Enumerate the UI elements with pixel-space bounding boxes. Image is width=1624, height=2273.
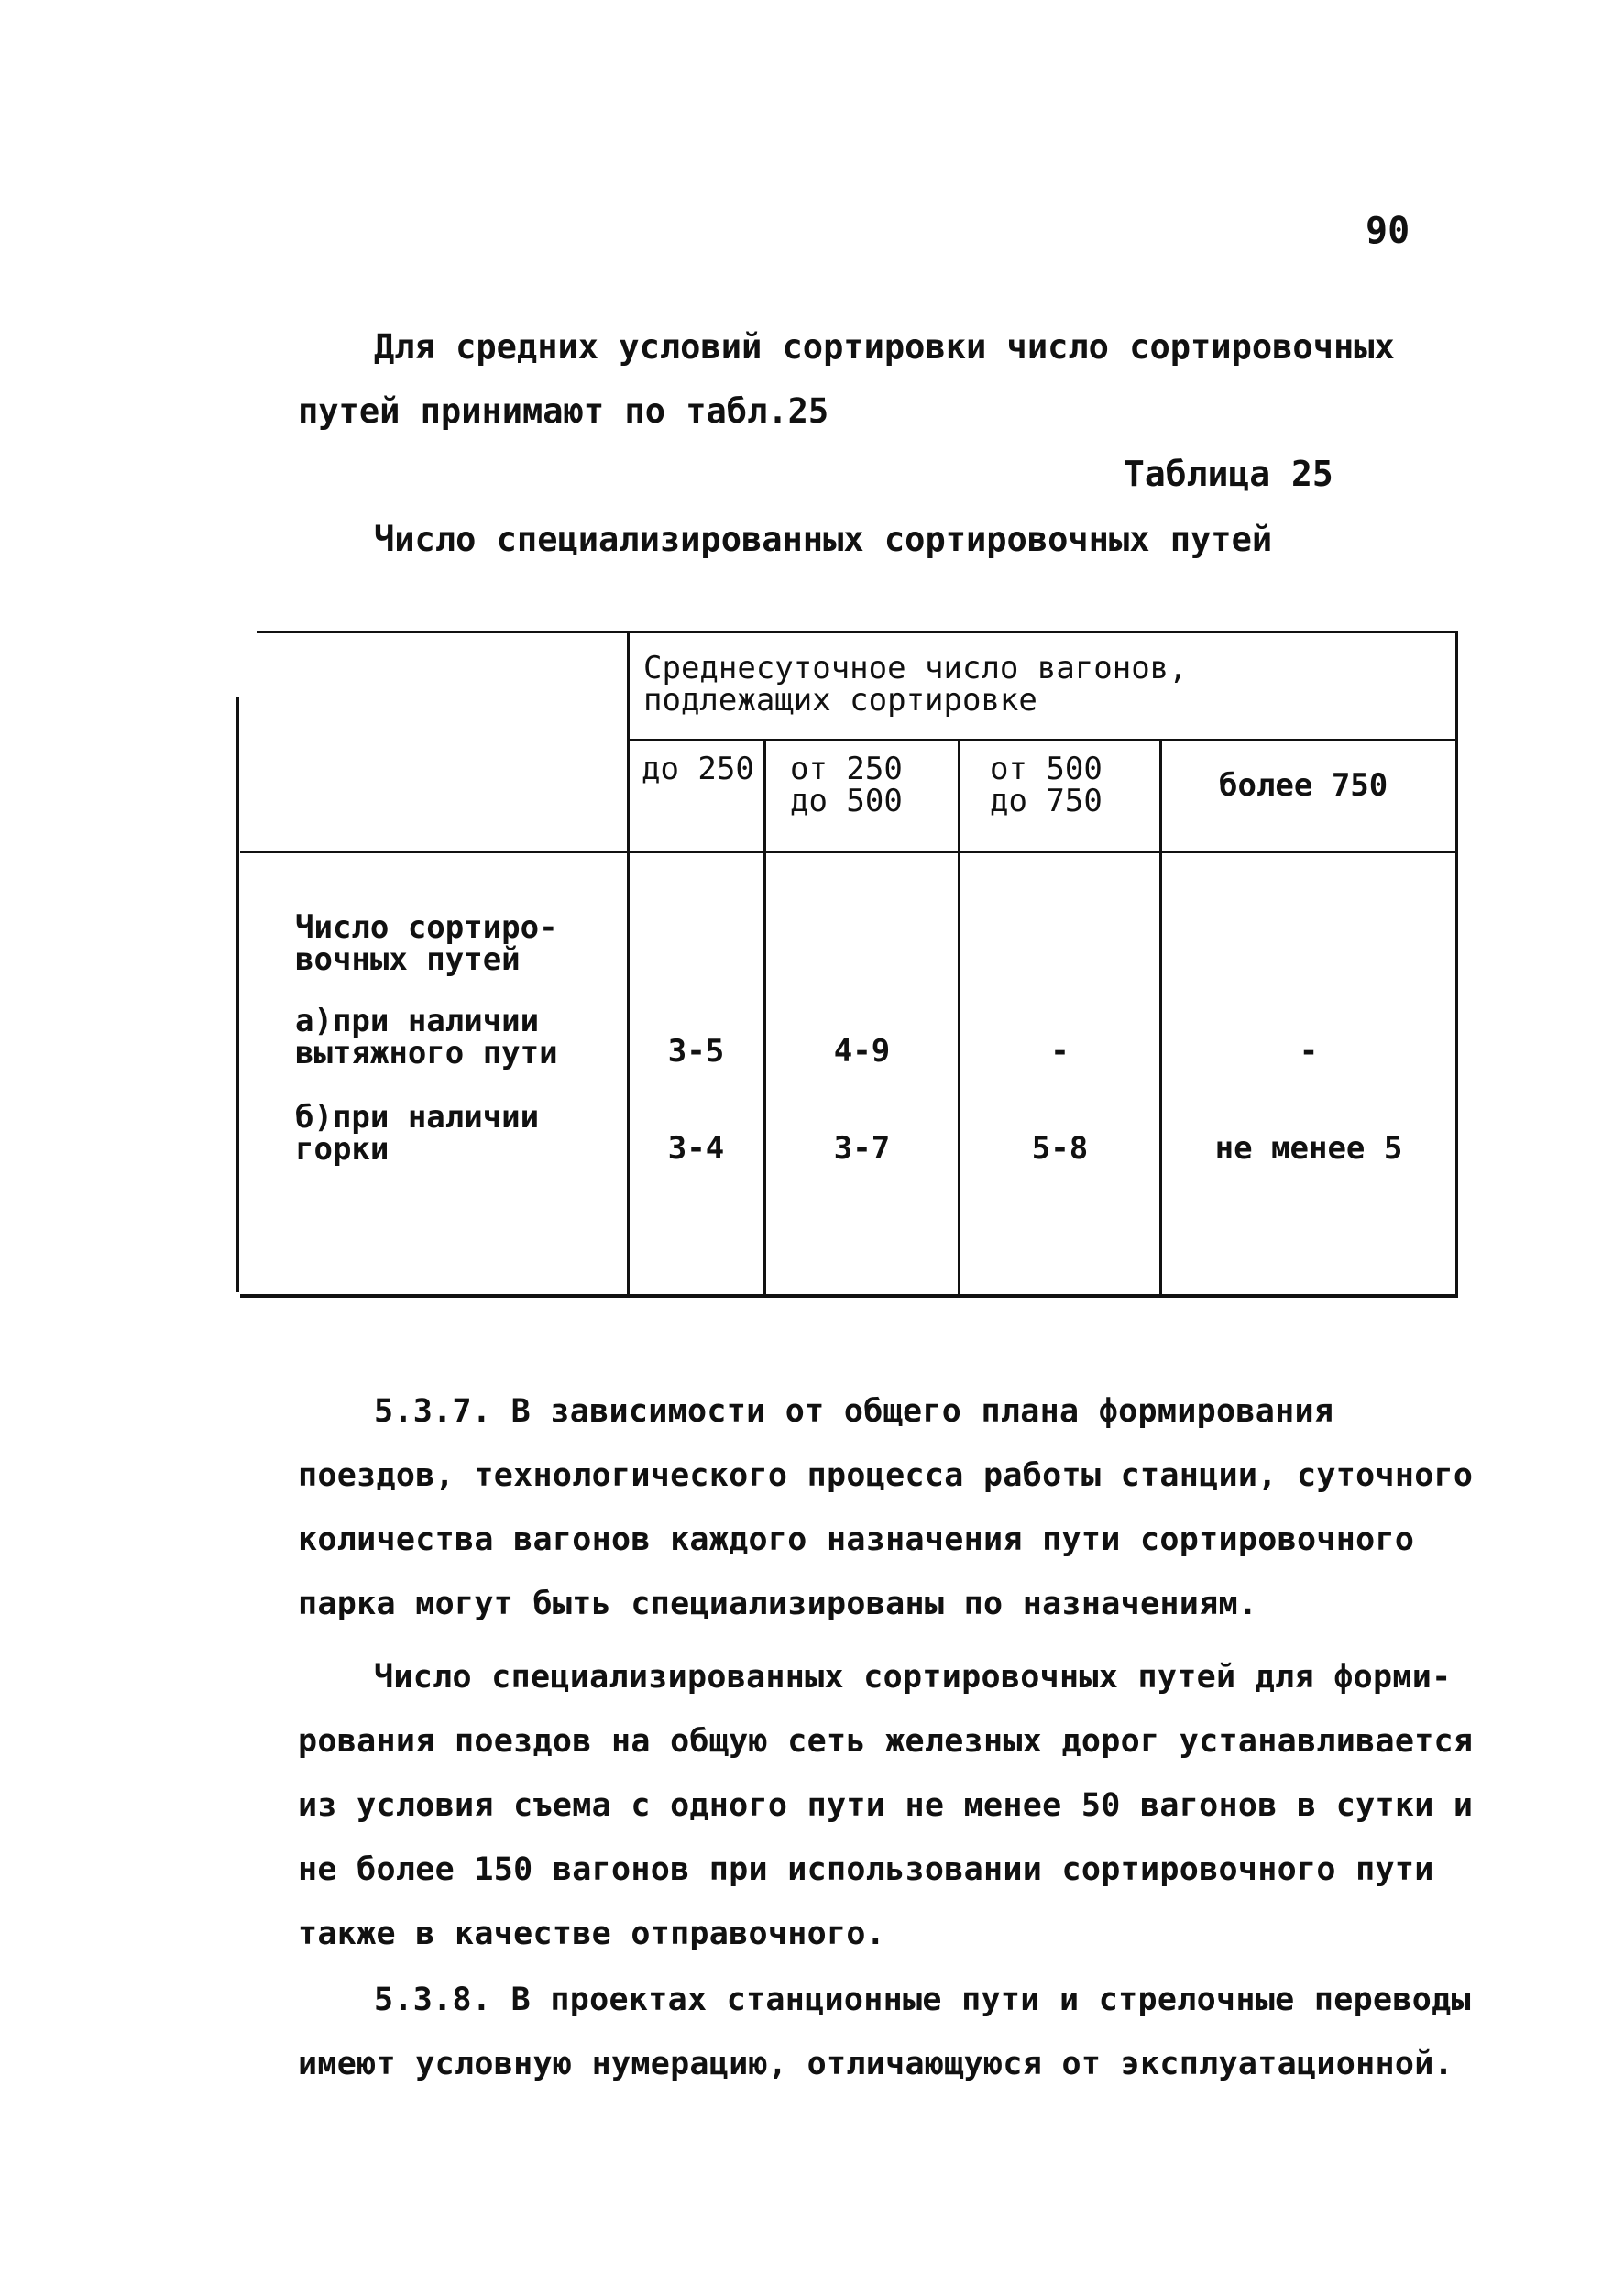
row-label-line: б)при наличии	[295, 1099, 540, 1136]
column-header-2	[790, 753, 903, 817]
col-divider	[1159, 739, 1162, 1296]
paragraph-line: из условия съема с одного пути не менее 50 вагонов в сутки и	[298, 1787, 1474, 1824]
table-cell: -	[1050, 1033, 1070, 1070]
group-header	[643, 650, 1188, 719]
page-number: 90	[1366, 210, 1410, 252]
table-top-rule	[257, 631, 1457, 633]
paragraph-line: имеют условную нумерацию, отличающуюся от эксплуатационной.	[298, 2046, 1454, 2082]
paragraph-line: 5.3.8. В проектах станционные пути и стрелочные переводы	[374, 1982, 1471, 2018]
column-header-line: до 500	[790, 782, 903, 819]
table-cell: 4-9	[833, 1033, 891, 1070]
table-cell: 5-8	[1031, 1130, 1089, 1167]
table-label: Таблица 25	[1124, 454, 1333, 494]
paragraph-line: парка могут быть специализированы по назначениям.	[298, 1586, 1258, 1622]
table-bottom-rule	[240, 1294, 1458, 1298]
column-header-4	[1219, 767, 1388, 804]
table-cell: 3-4	[667, 1130, 725, 1167]
paragraph-line: поездов, технологического процесса работы станции, суточного	[298, 1457, 1474, 1494]
table-cell: -	[1299, 1033, 1319, 1070]
paragraph-line: не более 150 вагонов при использовании сортировочного пути	[298, 1851, 1434, 1888]
column-header-line: от 500	[990, 751, 1103, 787]
paragraph-line: Число специализированных сортировочных путей для форми-	[374, 1659, 1452, 1696]
col-divider	[763, 739, 766, 1296]
column-header-line: от 250	[790, 751, 903, 787]
table-cell: 3-5	[667, 1033, 725, 1070]
paragraph-5-3-7	[298, 1379, 1474, 1636]
group-header-rule	[629, 739, 1458, 741]
paragraph-line: рования поездов на общую сеть железных дорог устанавливается	[298, 1723, 1474, 1760]
paragraph-line: 5.3.7. В зависимости от общего плана формирования	[374, 1393, 1334, 1430]
row-label-b	[295, 1099, 540, 1168]
column-header-3	[990, 753, 1103, 817]
col-divider	[627, 631, 630, 1296]
row-header	[295, 909, 558, 978]
column-header-line: более 750	[1219, 767, 1388, 804]
table-cell: 3-7	[833, 1130, 891, 1167]
paragraph-line: количества вагонов каждого назначения пути сортировочного	[298, 1521, 1415, 1558]
column-header-1	[642, 753, 754, 785]
row-label-a	[295, 1005, 558, 1069]
row-label-line: вытяжного пути	[295, 1034, 558, 1071]
column-header-line: до 250	[642, 751, 754, 787]
right-border	[1455, 631, 1458, 1296]
paragraph-tracks	[298, 1645, 1474, 1966]
intro-line: Для средних условий сортировки число сортировочных	[374, 327, 1395, 367]
col-divider	[958, 739, 960, 1296]
row-header-line: вочных путей	[295, 940, 521, 978]
left-border	[236, 697, 239, 1292]
intro-line: путей принимают по табл.25	[298, 391, 829, 431]
column-header-line: до 750	[990, 782, 1103, 819]
row-label-line: а)при наличии	[295, 1003, 540, 1039]
paragraph-5-3-8	[298, 1968, 1471, 2096]
header-bottom-rule	[240, 851, 1458, 853]
table-title: Число специализированных сортировочных путей	[374, 520, 1273, 559]
paragraph-line: также в качестве отправочного.	[298, 1916, 886, 1952]
row-header-line: Число сортиро-	[295, 909, 558, 946]
group-header-line: подлежащих сортировке	[643, 681, 1037, 719]
table-cell: не менее 5	[1214, 1130, 1403, 1167]
row-label-line: горки	[295, 1130, 390, 1168]
group-header-line: Среднесуточное число вагонов,	[643, 650, 1188, 686]
